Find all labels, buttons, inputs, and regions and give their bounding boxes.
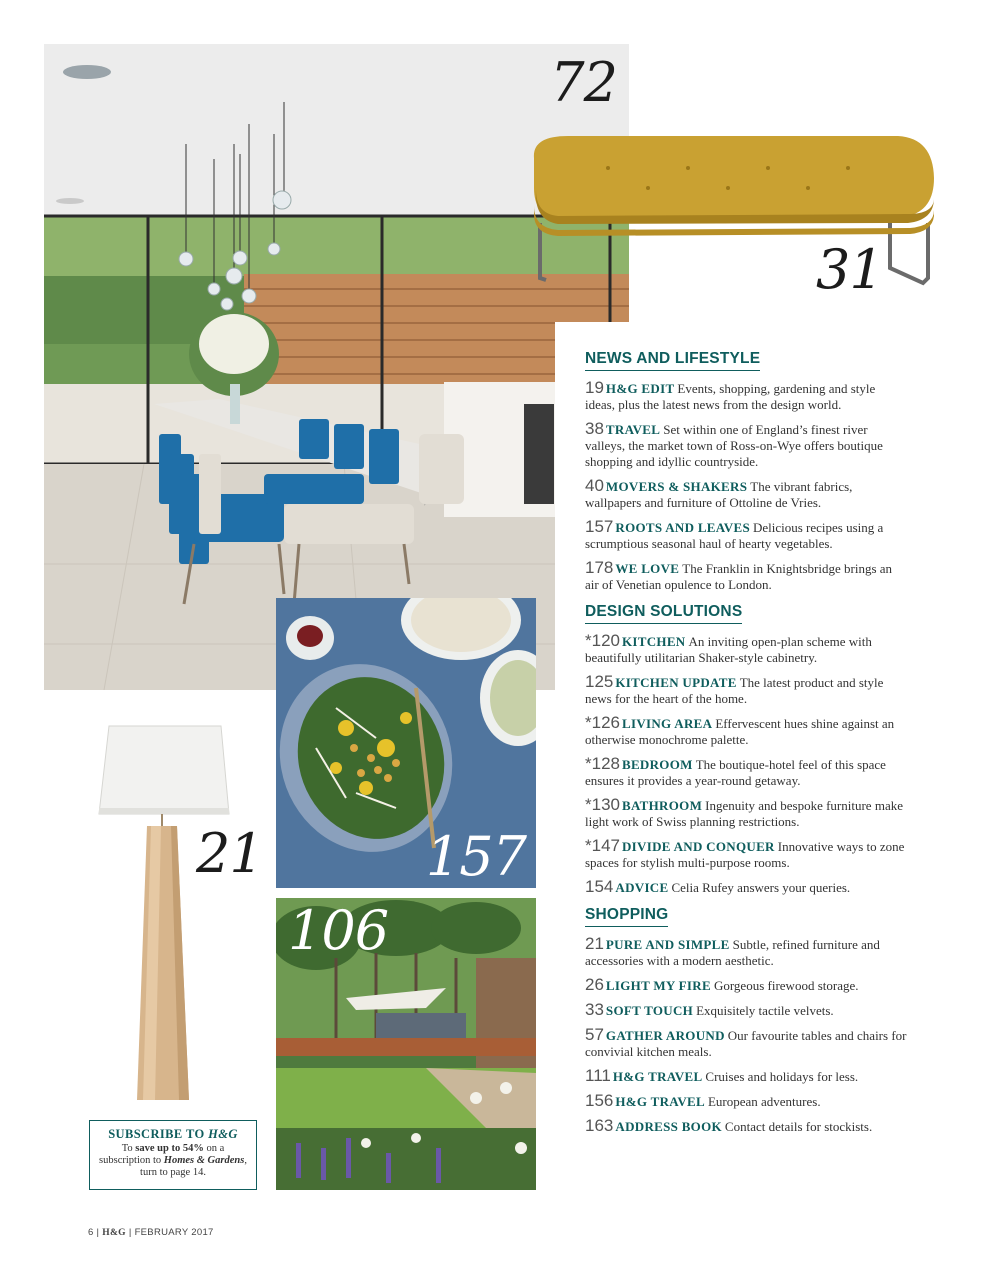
entry-heading: LIGHT MY FIRE xyxy=(605,978,711,993)
contents-entry[interactable] xyxy=(585,421,907,470)
section-title: SHOPPING xyxy=(585,906,668,927)
photo-number-salad: 157 xyxy=(425,825,526,888)
section-title: NEWS AND LIFESTYLE xyxy=(585,350,760,371)
contents-entry[interactable] xyxy=(585,478,907,511)
entry-text: Effervescent hues shine against an otherwise monochrome palette. xyxy=(585,716,895,747)
entry-page: 40 xyxy=(585,476,604,495)
entry-text: European adventures. xyxy=(707,1094,821,1109)
entry-text: Exquisitely tactile velvets. xyxy=(696,1003,834,1018)
entry-text: The vibrant fabrics, wallpapers and furniture of Ottoline de Vries. xyxy=(585,479,853,510)
entry-page: 125 xyxy=(585,672,614,691)
entry-heading: ROOTS AND LEAVES xyxy=(615,520,750,535)
entry-heading: H&G TRAVEL xyxy=(612,1069,703,1084)
entry-text: The Franklin in Knightsbridge brings an air of Venetian opulence to London. xyxy=(585,561,893,592)
contents-entry[interactable] xyxy=(585,1027,907,1060)
contents-entry[interactable] xyxy=(585,1002,907,1019)
entry-text: The boutique-hotel feel of this space ensures it provides a year-round getaway. xyxy=(585,757,886,788)
entry-text: Gorgeous firewood storage. xyxy=(713,978,859,993)
contents-entry[interactable] xyxy=(585,977,907,994)
entry-page: *147 xyxy=(585,836,620,855)
section-title: DESIGN SOLUTIONS xyxy=(585,603,742,624)
photo-number-garden: 106 xyxy=(288,899,389,962)
photo-number-lamp: 21 xyxy=(196,822,263,885)
contents-entry[interactable] xyxy=(585,1118,907,1135)
entry-text: The latest product and style news for the heart of the home. xyxy=(585,675,884,706)
contents-entry[interactable] xyxy=(585,519,907,552)
contents-entry[interactable] xyxy=(585,715,907,748)
contents-entry[interactable] xyxy=(585,633,907,666)
entry-heading: LIVING AREA xyxy=(621,716,713,731)
entry-text: Subtle, refined furniture and accessories with a modern aesthetic. xyxy=(585,937,880,968)
entry-text: Innovative ways to zone spaces for stylish multi-purpose rooms. xyxy=(585,839,905,870)
footer-separator: | xyxy=(128,1227,132,1238)
garden-photo xyxy=(276,898,536,1190)
entry-page: 156 xyxy=(585,1091,614,1110)
entry-page: 38 xyxy=(585,419,604,438)
entry-text: Celia Rufey answers your queries. xyxy=(671,880,851,895)
contents-entry[interactable] xyxy=(585,674,907,707)
contents-entry[interactable] xyxy=(585,380,907,413)
contents-panel xyxy=(555,322,907,1202)
photo-number-dining: 72 xyxy=(550,51,617,114)
entry-heading: H&G TRAVEL xyxy=(615,1094,705,1109)
floor-lamp-photo xyxy=(95,722,235,1102)
page-footer xyxy=(88,1227,214,1238)
entry-heading: DIVIDE AND CONQUER xyxy=(621,839,775,854)
entry-text: Events, shopping, gardening and style ideas, plus the latest news from the design world. xyxy=(585,381,876,412)
contents-entry[interactable] xyxy=(585,1093,907,1110)
contents-entry[interactable] xyxy=(585,797,907,830)
entry-heading: KITCHEN xyxy=(621,634,686,649)
page-number: 6 xyxy=(88,1227,94,1238)
entry-page: *128 xyxy=(585,754,620,773)
entry-text: Our favourite tables and chairs for convivial kitchen meals. xyxy=(585,1028,907,1059)
contents-entry[interactable] xyxy=(585,879,907,896)
salad-photo xyxy=(276,598,536,888)
entry-heading: BEDROOM xyxy=(621,757,693,772)
contents-entry[interactable] xyxy=(585,936,907,969)
entry-text: Set within one of England’s finest river valleys, the market town of Ross-on-Wye offers boutique shopping and idyllic countryside. xyxy=(585,422,883,469)
contents-entry[interactable] xyxy=(585,756,907,789)
photo-number-bench: 31 xyxy=(816,238,883,301)
entry-heading: H&G EDIT xyxy=(605,381,675,396)
entry-page: *126 xyxy=(585,713,620,732)
contents-entry[interactable] xyxy=(585,838,907,871)
entry-heading: SOFT TOUCH xyxy=(605,1003,694,1018)
footer-brand: H&G xyxy=(102,1228,126,1238)
subscribe-text: To save up to 54% on a subscription to Homes & Gardens, turn to page 14. xyxy=(99,1143,247,1178)
entry-heading: ADDRESS BOOK xyxy=(615,1119,722,1134)
entry-text: Contact details for stockists. xyxy=(724,1119,873,1134)
entry-page: 21 xyxy=(585,934,604,953)
entry-page: 57 xyxy=(585,1025,604,1044)
footer-separator: | xyxy=(96,1227,100,1238)
entry-heading: PURE AND SIMPLE xyxy=(605,937,730,952)
entry-text: Cruises and holidays for less. xyxy=(705,1069,859,1084)
entry-page: 33 xyxy=(585,1000,604,1019)
entry-heading: BATHROOM xyxy=(621,798,703,813)
entry-page: *120 xyxy=(585,631,620,650)
entry-heading: TRAVEL xyxy=(605,422,661,437)
entry-page: *130 xyxy=(585,795,620,814)
section-news-lifestyle xyxy=(585,348,907,593)
velvet-bench-photo xyxy=(528,128,938,301)
contents-entry[interactable] xyxy=(585,560,907,593)
entry-heading: GATHER AROUND xyxy=(605,1028,725,1043)
entry-page: 19 xyxy=(585,378,604,397)
issue-date: FEBRUARY 2017 xyxy=(134,1227,214,1238)
entry-text: An inviting open-plan scheme with beautifully utilitarian Shaker-style cabinetry. xyxy=(585,634,872,665)
entry-heading: MOVERS & SHAKERS xyxy=(605,479,748,494)
entry-page: 111 xyxy=(585,1066,611,1085)
subscribe-box[interactable] xyxy=(89,1120,257,1190)
entry-page: 154 xyxy=(585,877,614,896)
entry-page: 26 xyxy=(585,975,604,994)
entry-page: 178 xyxy=(585,558,614,577)
entry-text: Ingenuity and bespoke furniture make light work of Swiss planning restrictions. xyxy=(585,798,903,829)
section-design-solutions xyxy=(585,601,907,896)
entry-heading: KITCHEN UPDATE xyxy=(615,675,737,690)
entry-page: 157 xyxy=(585,517,614,536)
entry-heading: ADVICE xyxy=(615,880,669,895)
subscribe-title: SUBSCRIBE TO H&G xyxy=(108,1127,238,1141)
entry-page: 163 xyxy=(585,1116,614,1135)
section-shopping xyxy=(585,904,907,1135)
contents-entry[interactable] xyxy=(585,1068,907,1085)
entry-heading: WE LOVE xyxy=(615,561,680,576)
entry-text: Delicious recipes using a scrumptious seasonal haul of hearty vegetables. xyxy=(585,520,884,551)
